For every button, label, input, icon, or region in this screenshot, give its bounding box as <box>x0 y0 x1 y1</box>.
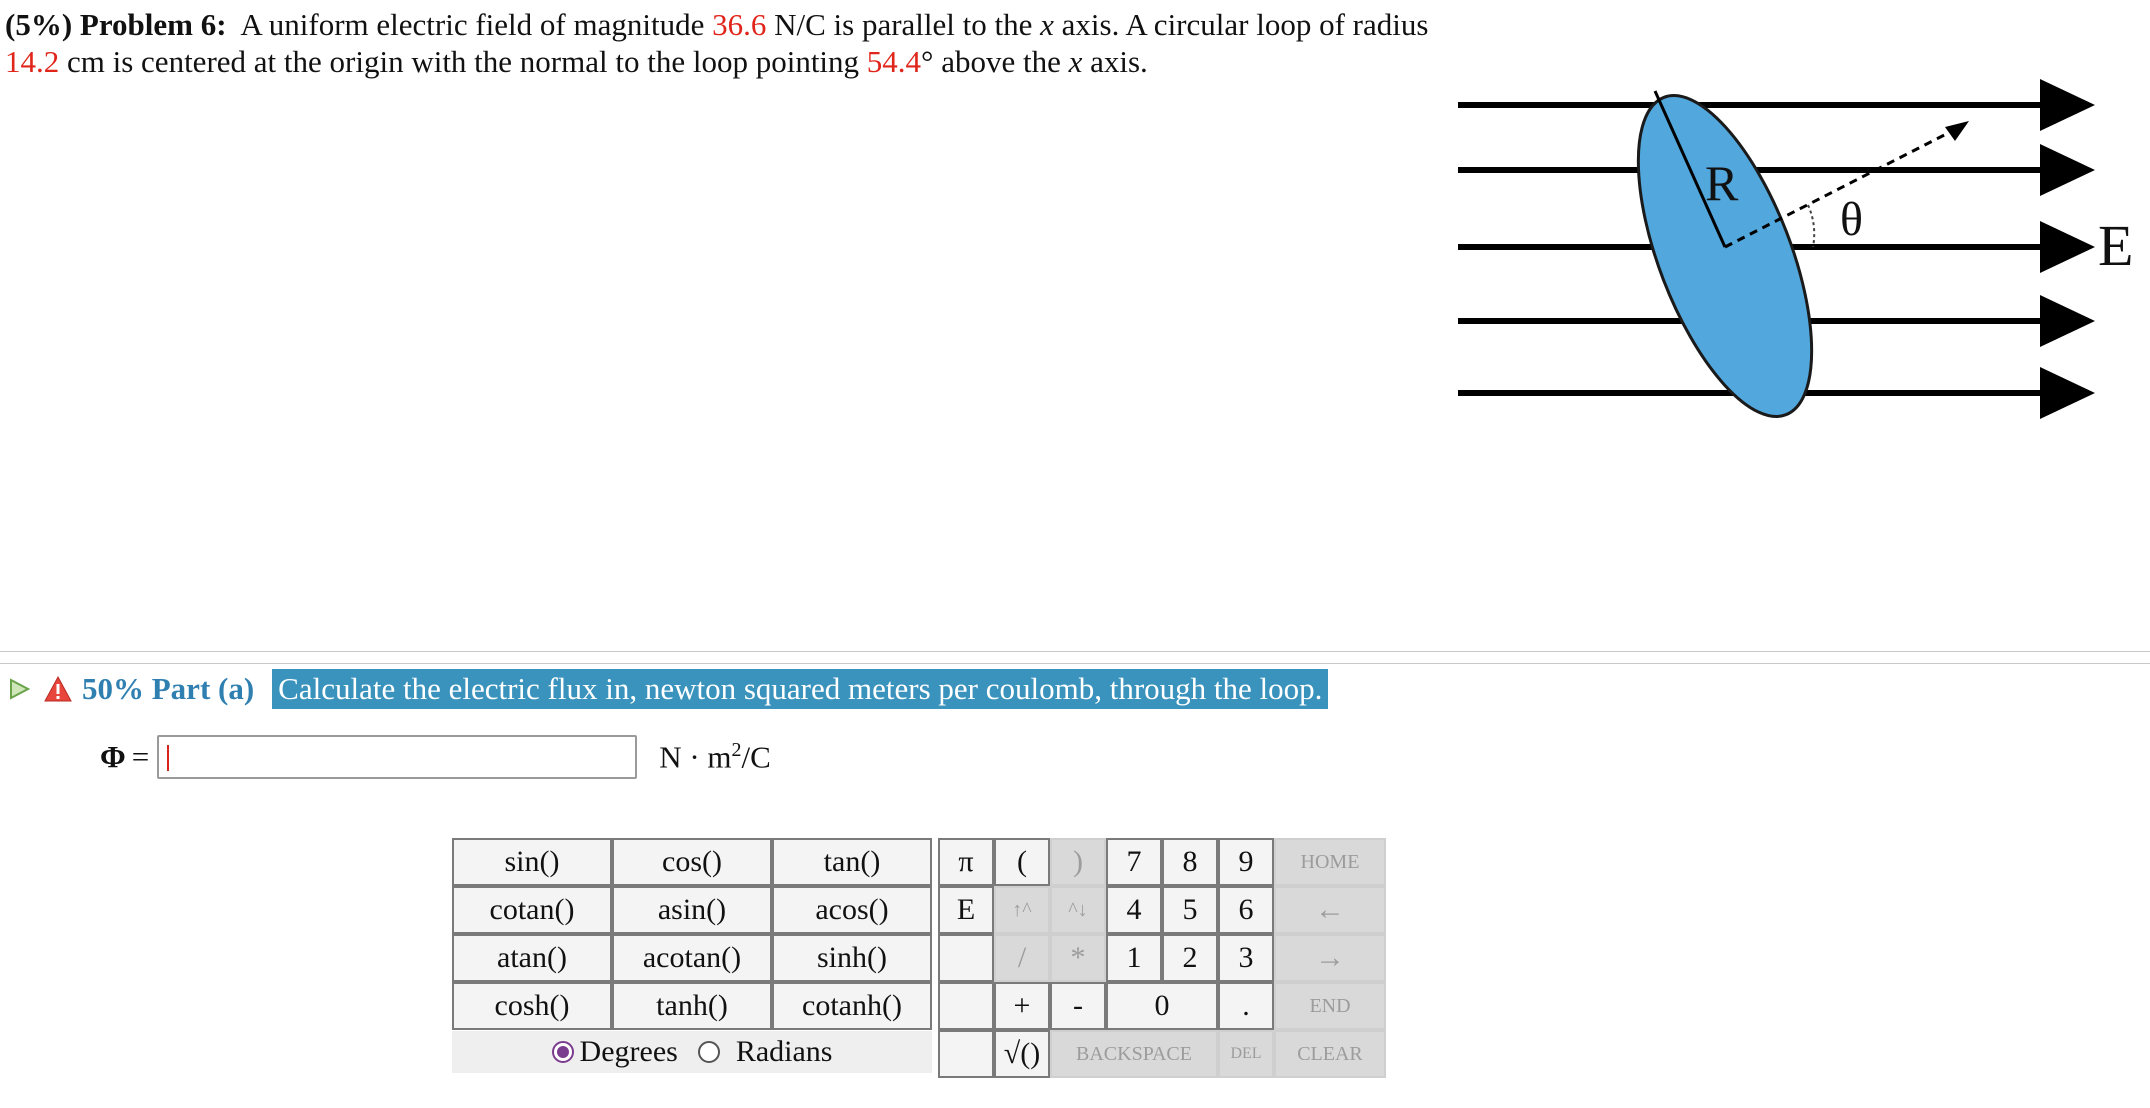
radius-value: 14.2 <box>5 44 60 79</box>
key-right-arrow[interactable]: → <box>1274 934 1386 982</box>
part-header <box>8 668 1328 710</box>
problem-text-6: axis. <box>1090 44 1148 79</box>
key-5[interactable]: 5 <box>1162 886 1218 934</box>
key-acos[interactable]: acos() <box>772 886 932 934</box>
key-plus[interactable]: + <box>994 982 1050 1030</box>
key-sinh[interactable]: sinh() <box>772 934 932 982</box>
key-up-arrow[interactable]: ↑^ <box>994 886 1050 934</box>
key-e-const[interactable]: E <box>938 886 994 934</box>
key-dot[interactable]: . <box>1218 982 1274 1030</box>
key-blank-2 <box>938 982 994 1030</box>
key-backspace[interactable]: BACKSPACE <box>1050 1030 1218 1078</box>
key-del[interactable]: DEL <box>1218 1030 1274 1078</box>
problem-statement <box>5 6 1445 80</box>
key-6[interactable]: 6 <box>1218 886 1274 934</box>
label-E: E <box>2098 213 2134 278</box>
key-cotanh[interactable]: cotanh() <box>772 982 932 1030</box>
theta-arc <box>1808 205 1814 247</box>
key-acotan[interactable]: acotan() <box>612 934 772 982</box>
key-divide[interactable]: / <box>994 934 1050 982</box>
expand-play-icon[interactable] <box>8 678 30 700</box>
label-R: R <box>1705 155 1739 211</box>
angle-value: 54.4 <box>866 44 922 79</box>
key-asin[interactable]: asin() <box>612 886 772 934</box>
radians-label: Radians <box>735 1035 833 1068</box>
separator-top <box>0 651 2150 652</box>
key-2[interactable]: 2 <box>1162 934 1218 982</box>
key-end[interactable]: END <box>1274 982 1386 1030</box>
key-sqrt[interactable]: √() <box>994 1030 1050 1078</box>
key-tanh[interactable]: tanh() <box>612 982 772 1030</box>
field-magnitude-value: 36.6 <box>712 7 767 42</box>
equals-sign: = <box>131 739 150 774</box>
key-tan[interactable]: tan() <box>772 838 932 886</box>
units-label <box>659 739 771 775</box>
key-minus[interactable]: - <box>1050 982 1106 1030</box>
part-name: Part (a) <box>151 671 255 706</box>
flux-symbol: Φ <box>100 739 126 774</box>
key-cosh[interactable]: cosh() <box>452 982 612 1030</box>
key-1[interactable]: 1 <box>1106 934 1162 982</box>
key-left-arrow[interactable]: ← <box>1274 886 1386 934</box>
key-multiply[interactable]: * <box>1050 934 1106 982</box>
key-home[interactable]: HOME <box>1274 838 1386 886</box>
radians-radio[interactable] <box>698 1041 720 1063</box>
answer-input[interactable] <box>157 735 637 779</box>
key-7[interactable]: 7 <box>1106 838 1162 886</box>
key-4[interactable]: 4 <box>1106 886 1162 934</box>
key-blank-3 <box>938 1030 994 1078</box>
key-cotan[interactable]: cotan() <box>452 886 612 934</box>
normal-arrowhead <box>1945 121 1969 141</box>
angle-mode-selector <box>452 1031 932 1073</box>
key-0[interactable]: 0 <box>1106 982 1218 1030</box>
units-exponent: 2 <box>731 738 742 761</box>
key-down-arrow[interactable]: ^↓ <box>1050 886 1106 934</box>
problem-percent: (5%) <box>5 7 73 42</box>
key-3[interactable]: 3 <box>1218 934 1274 982</box>
problem-text-2: N/C is parallel to the <box>774 7 1033 42</box>
key-pi[interactable]: π <box>938 838 994 886</box>
key-blank-1 <box>938 934 994 982</box>
key-cos[interactable]: cos() <box>612 838 772 886</box>
key-9[interactable]: 9 <box>1218 838 1274 886</box>
problem-label: Problem 6: <box>79 7 227 42</box>
problem-text-1: A uniform electric field of magnitude <box>240 7 705 42</box>
key-8[interactable]: 8 <box>1162 838 1218 886</box>
degrees-label: Degrees <box>579 1035 678 1068</box>
units-suffix: /C <box>741 739 771 775</box>
key-clear[interactable]: CLEAR <box>1274 1030 1386 1078</box>
units-prefix: N · m <box>659 739 732 775</box>
part-weight: 50% <box>82 671 144 706</box>
degrees-radio[interactable] <box>552 1041 574 1063</box>
warning-icon <box>44 675 72 703</box>
loop-field-diagram <box>1455 75 2145 425</box>
key-open-paren[interactable]: ( <box>994 838 1050 886</box>
text-caret <box>167 745 169 771</box>
var-x: x <box>1040 7 1054 42</box>
degree-symbol: ° <box>921 44 934 79</box>
key-close-paren[interactable]: ) <box>1050 838 1106 886</box>
separator-bottom <box>0 663 2150 664</box>
problem-text-4: cm is centered at the origin with the normal to the loop pointing <box>67 44 860 79</box>
problem-text-5: above the <box>941 44 1061 79</box>
key-atan[interactable]: atan() <box>452 934 612 982</box>
field-arrowheads <box>2040 79 2095 419</box>
part-label <box>82 671 254 707</box>
key-sin[interactable]: sin() <box>452 838 612 886</box>
part-question: Calculate the electric flux in, newton squared meters per coulomb, through the loop. <box>272 669 1328 709</box>
label-theta: θ <box>1840 193 1863 246</box>
problem-text-3: axis. A circular loop of radius <box>1061 7 1429 42</box>
answer-row <box>100 732 771 782</box>
var-x-2: x <box>1068 44 1083 79</box>
